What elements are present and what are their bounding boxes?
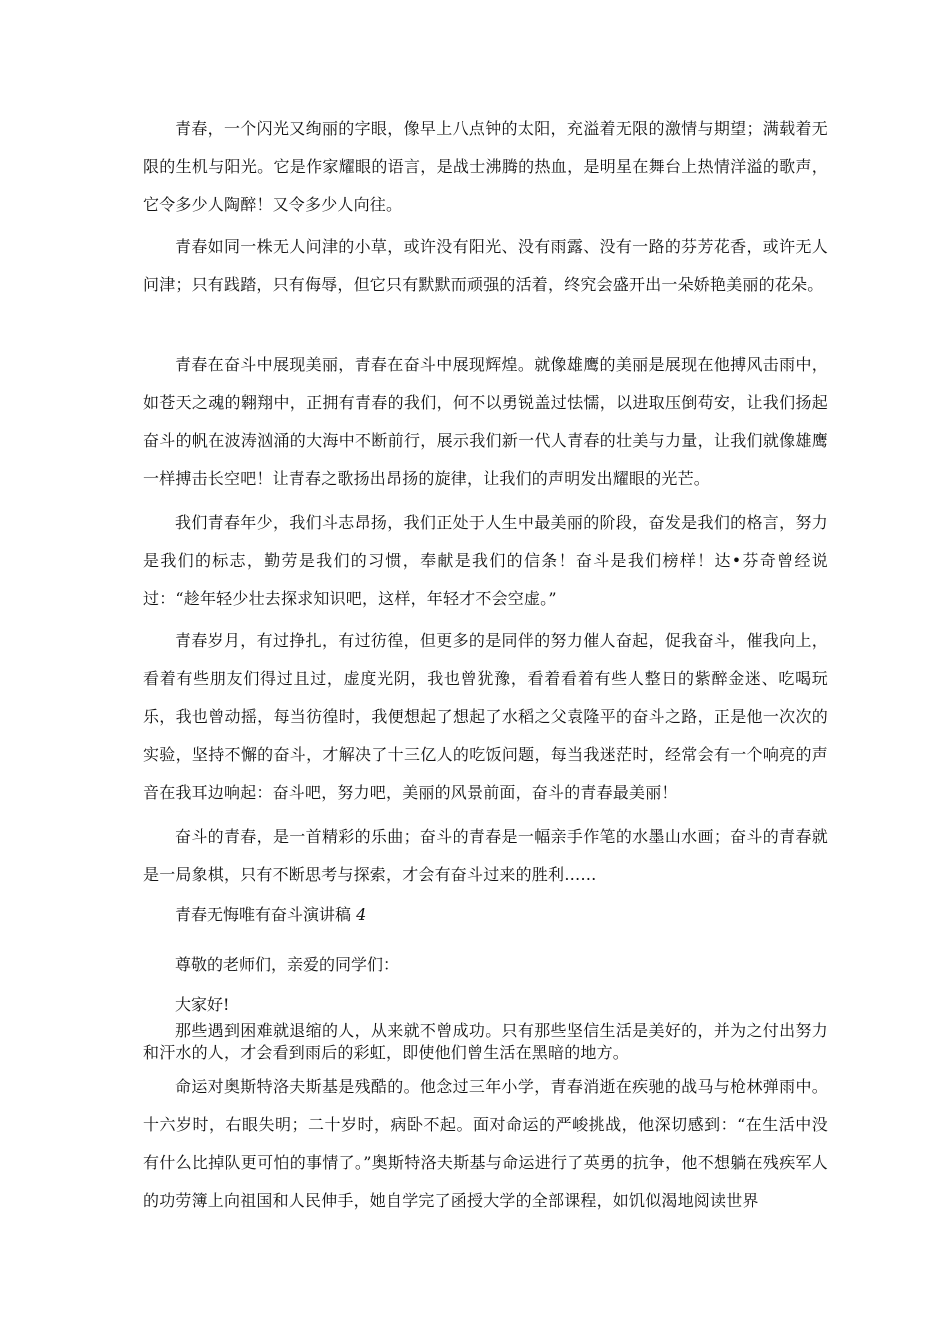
paragraph-2: 青春如同一株无人问津的小草，或许没有阳光、没有雨露、没有一路的芬芳花香，或许无人问津；只有践踏，只有侮辱，但它只有默默而顽强的活着，终究会盛开出一朵娇艳美丽的花朵。 xyxy=(143,237,828,294)
speech-title xyxy=(143,896,828,934)
paragraph-6: 奋斗的青春，是一首精彩的乐曲；奋斗的青春是一幅亲手作笔的水墨山水画；奋斗的青春就是一局象棋，只有不断思考与探索，才会有奋斗过来的胜利…… xyxy=(143,827,828,884)
speech-title-number: 4 xyxy=(356,905,367,924)
paragraph-1: 青春，一个闪光又绚丽的字眼，像早上八点钟的太阳，充溢着无限的激情与期望；满载着无限的生机与阳光。它是作家耀眼的语言，是战士沸腾的热血，是明星在舞台上热情洋溢的歌声，它令多少人陶醉！又令多少人向往。 xyxy=(143,119,828,214)
paragraph-last: 命运对奥斯特洛夫斯基是残酷的。他念过三年小学，青春消逝在疾驰的战马与枪林弹雨中。十六岁时，右眼失明；二十岁时，病卧不起。面对命运的严峻挑战，他深切感到：“在生活中没有什么比掉队更可怕的事情了。”奥斯特洛夫斯基与命运进行了英勇的抗争，他不想躺在残疾军人的功劳簿上向祖国和人民伸手，她自学完了函授大学的全部课程，如饥似渴地阅读世界 xyxy=(143,1077,828,1210)
paragraph-4: 我们青春年少，我们斗志昂扬，我们正处于人生中最美丽的阶段，奋发是我们的格言，努力是我们的标志，勤劳是我们的习惯，奉献是我们的信条！奋斗是我们榜样！达•芬奇曾经说过：“趁年轻少壮去探求知识吧，这样，年轻才不会空虚。” xyxy=(143,513,828,608)
paragraph-3: 青春在奋斗中展现美丽，青春在奋斗中展现辉煌。就像雄鹰的美丽是展现在他搏风击雨中，如苍天之魂的翱翔中，正拥有青春的我们，何不以勇锐盖过怯懦，以进取压倒苟安，让我们扬起奋斗的帆在波涛汹涌的大海中不断前行，展示我们新一代人青春的壮美与力量，让我们就像雄鹰一样搏击长空吧！让青春之歌扬出昂扬的旋律，让我们的声明发出耀眼的光芒。 xyxy=(143,355,828,488)
greeting: 大家好! xyxy=(175,995,230,1014)
speech-title-text: 青春无悔唯有奋斗演讲稿 xyxy=(175,905,352,924)
salutation: 尊敬的老师们，亲爱的同学们： xyxy=(175,955,400,974)
paragraph-after-greeting: 那些遇到困难就退缩的人，从来就不曾成功。只有那些坚信生活是美好的，并为之付出努力和汗水的人，才会看到雨后的彩虹，即使他们曾生活在黑暗的地方。 xyxy=(143,1021,828,1062)
paragraph-5: 青春岁月，有过挣扎，有过彷徨，但更多的是同伴的努力催人奋起，促我奋斗，催我向上，看着有些朋友们得过且过，虚度光阴，我也曾犹豫，看着看着有些人整日的紫醉金迷、吃喝玩乐，我也曾动摇，每当彷徨时，我便想起了想起了水稻之父袁隆平的奋斗之路，正是他一次次的实验，坚持不懈的奋斗，才解决了十三亿人的吃饭问题，每当我迷茫时，经常会有一个响亮的声音在我耳边响起：奋斗吧，努力吧，美丽的风景前面，奋斗的青春最美丽！ xyxy=(143,631,828,802)
document-page xyxy=(143,0,828,1344)
